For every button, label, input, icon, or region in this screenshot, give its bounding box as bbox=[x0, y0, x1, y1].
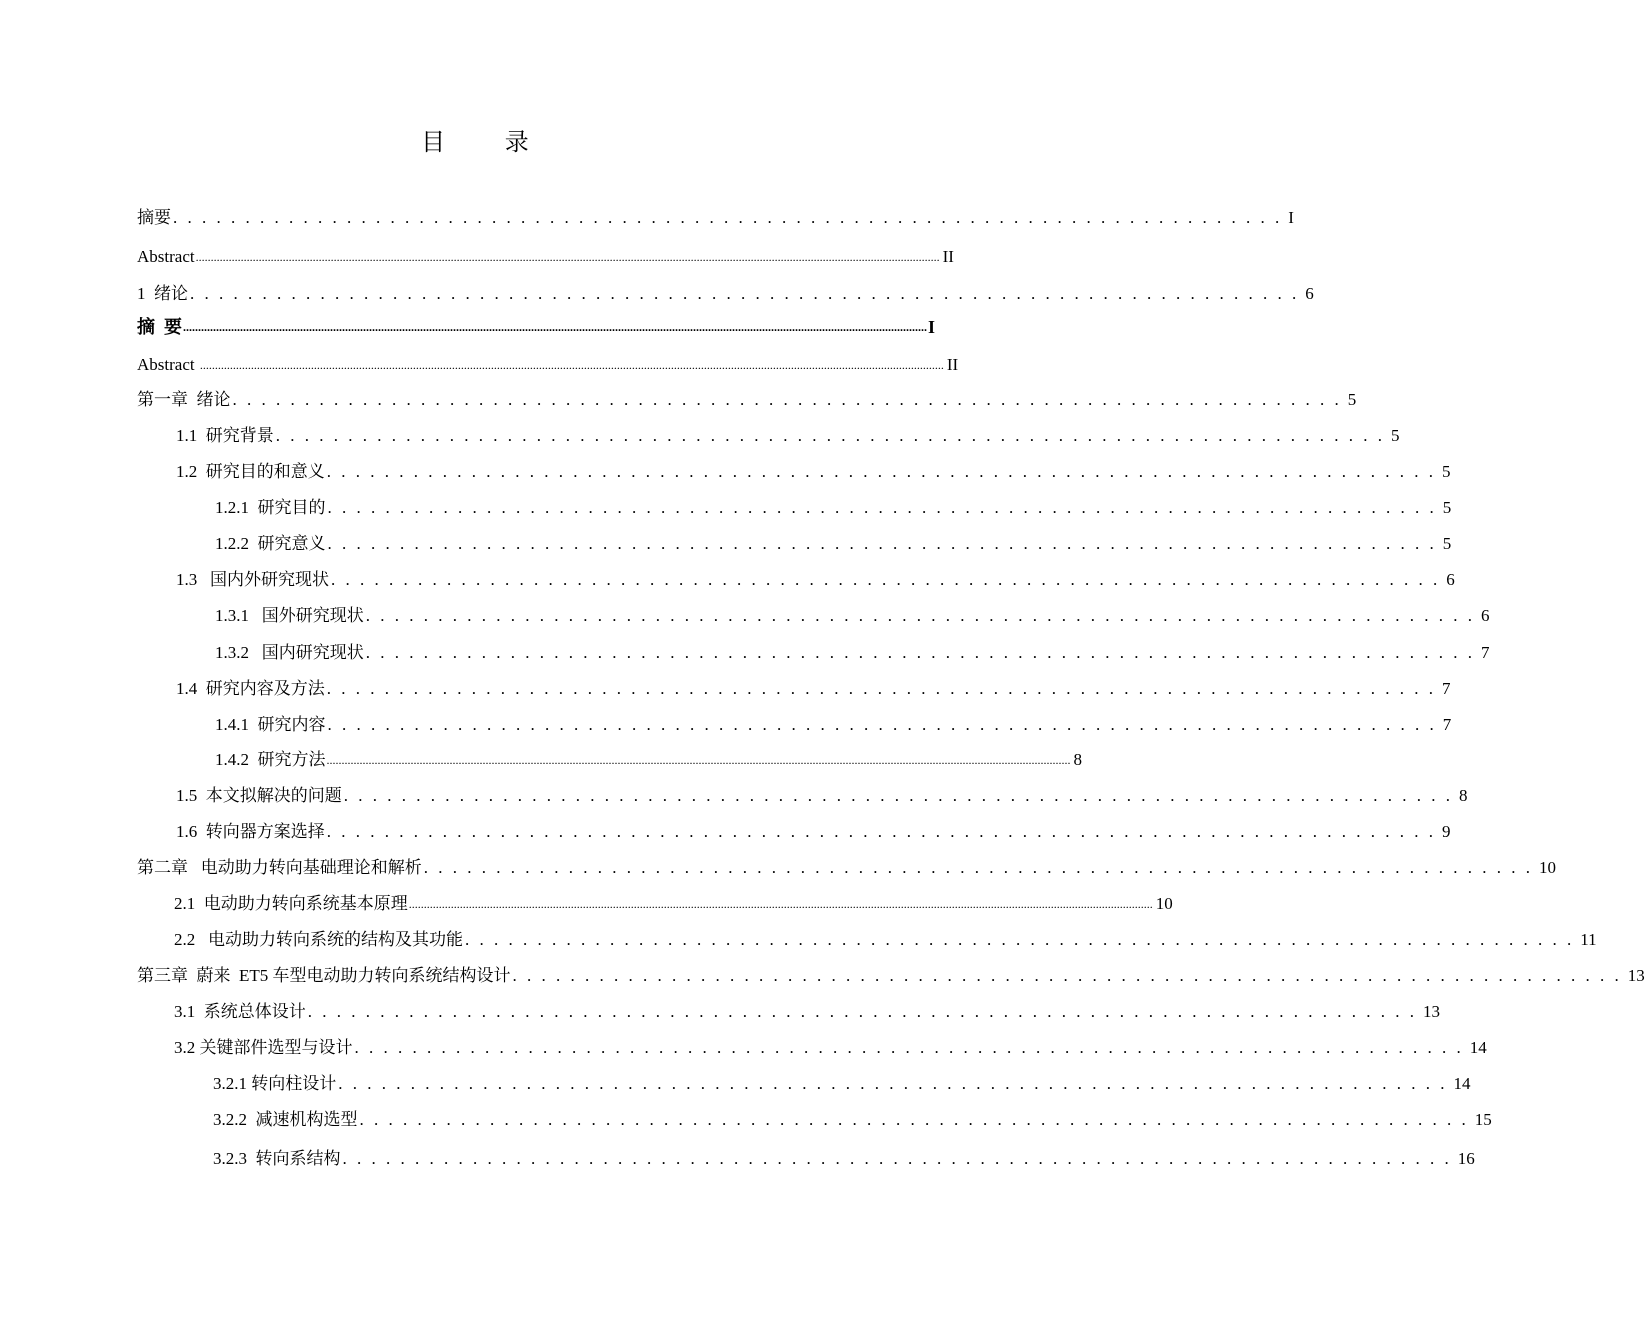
toc-entry[interactable] bbox=[137, 926, 1597, 950]
toc-entry-page: 14 bbox=[1453, 1074, 1471, 1093]
toc-entry[interactable] bbox=[137, 204, 1294, 228]
toc-entry-text: 摘 要 bbox=[137, 317, 182, 337]
toc-entry[interactable] bbox=[137, 1070, 1471, 1094]
toc-entry-text: 3.1 系统总体设计 bbox=[174, 1002, 306, 1021]
toc-entry[interactable] bbox=[137, 890, 1173, 914]
toc-entry-text: 1.1 研究背景 bbox=[176, 426, 274, 445]
toc-entry-page: 11 bbox=[1580, 930, 1597, 949]
toc-entry-page: II bbox=[946, 355, 959, 374]
toc-entry-page: 5 bbox=[1442, 498, 1452, 517]
leader-dots: ........................................................................................................................................................................................................................................................ bbox=[195, 250, 940, 264]
toc-entry-page: 14 bbox=[1469, 1038, 1487, 1057]
toc-entry-page: 7 bbox=[1481, 643, 1490, 662]
toc-entry-page: 7 bbox=[1442, 679, 1451, 698]
toc-entry[interactable] bbox=[137, 1106, 1492, 1130]
toc-entry-text: 3.2 关键部件选型与设计 bbox=[174, 1038, 353, 1057]
toc-entry-page: 13 bbox=[1627, 966, 1645, 985]
leader-dots: . . . . . . . . . . . . . . . . . . . . . . . . . . . . . . . . . . . . . . . . . . . . . . . . . . . . . . . . . . . . . . . . . . . . . . . . . . . . . bbox=[354, 1038, 1464, 1057]
leader-dots: . . . . . . . . . . . . . . . . . . . . . . . . . . . . . . . . . . . . . . . . . . . . . . . . . . . . . . . . . . . . . . . . . . . . . . . . . . . . . bbox=[338, 1074, 1448, 1093]
leader-dots: . . . . . . . . . . . . . . . . . . . . . . . . . . . . . . . . . . . . . . . . . . . . . . . . . . . . . . . . . . . . . . . . . . . . . . . . . . . . . bbox=[326, 462, 1436, 481]
toc-entry[interactable] bbox=[137, 962, 1645, 986]
toc-entry-page: 5 bbox=[1442, 462, 1451, 481]
toc-entry-page: 8 bbox=[1459, 786, 1468, 805]
toc-entry-text: 1.5 本文拟解决的问题 bbox=[176, 786, 342, 805]
toc-entry-text: 3.2.3 转向系结构 bbox=[213, 1149, 341, 1168]
toc-entry-text: 1.4.1 研究内容 bbox=[215, 715, 326, 734]
toc-entry[interactable] bbox=[137, 818, 1451, 842]
toc-entry-text: 第二章 电动助力转向基础理论和解析 bbox=[137, 858, 422, 877]
toc-entry-text: Abstract bbox=[137, 247, 195, 266]
toc-entry[interactable] bbox=[137, 313, 936, 337]
toc-entry[interactable] bbox=[137, 1034, 1487, 1058]
toc-entry-page: I bbox=[928, 317, 936, 337]
toc-entry-text: 1.3.2 国内研究现状 bbox=[215, 643, 364, 662]
leader-dots: . . . . . . . . . . . . . . . . . . . . . . . . . . . . . . . . . . . . . . . . . . . . . . . . . . . . . . . . . . . . . . . . . . . . . . . . . . . . . bbox=[343, 786, 1453, 805]
toc-entry-text: 第一章 绪论 bbox=[137, 390, 231, 409]
toc-entry[interactable] bbox=[137, 422, 1400, 446]
toc-title: 目 录 bbox=[421, 128, 555, 156]
leader-dots: . . . . . . . . . . . . . . . . . . . . . . . . . . . . . . . . . . . . . . . . . . . . . . . . . . . . . . . . . . . . . . . . . . . . . . . . . . . . . bbox=[275, 426, 1385, 445]
toc-entry-page: 5 bbox=[1442, 534, 1452, 553]
toc-entry-text: Abstract bbox=[137, 355, 199, 374]
toc-entry[interactable] bbox=[137, 494, 1452, 518]
toc-entry[interactable] bbox=[137, 782, 1468, 806]
toc-entry[interactable] bbox=[137, 854, 1556, 878]
toc-entry-page: II bbox=[942, 247, 954, 266]
toc-entry[interactable] bbox=[137, 458, 1451, 482]
toc-entry-text: 3.2.1 转向柱设计 bbox=[213, 1074, 337, 1093]
toc-entry-text: 1.2 研究目的和意义 bbox=[176, 462, 325, 481]
toc-entry[interactable] bbox=[137, 530, 1452, 554]
leader-dots: . . . . . . . . . . . . . . . . . . . . . . . . . . . . . . . . . . . . . . . . . . . . . . . . . . . . . . . . . . . . . . . . . . . . . . . . . . . . . bbox=[326, 679, 1436, 698]
toc-entry[interactable] bbox=[137, 1145, 1475, 1169]
toc-entry-page: 6 bbox=[1446, 570, 1455, 589]
toc-entry-text: 2.1 电动助力转向系统基本原理 bbox=[174, 894, 408, 913]
toc-entry-text: 1.6 转向器方案选择 bbox=[176, 822, 325, 841]
toc-entry-page: 16 bbox=[1457, 1149, 1475, 1168]
leader-dots: . . . . . . . . . . . . . . . . . . . . . . . . . . . . . . . . . . . . . . . . . . . . . . . . . . . . . . . . . . . . . . . . . . . . . . . . . . . . . bbox=[327, 498, 1437, 517]
leader-dots: . . . . . . . . . . . . . . . . . . . . . . . . . . . . . . . . . . . . . . . . . . . . . . . . . . . . . . . . . . . . . . . . . . . . . . . . . . . . . bbox=[331, 570, 1441, 589]
leader-dots: ........................................................................................................................................................................................................................................................ bbox=[408, 897, 1153, 911]
toc-entry[interactable] bbox=[137, 602, 1490, 626]
toc-entry[interactable] bbox=[137, 746, 1082, 770]
toc-entry-page: 7 bbox=[1442, 715, 1452, 734]
leader-dots: . . . . . . . . . . . . . . . . . . . . . . . . . . . . . . . . . . . . . . . . . . . . . . . . . . . . . . . . . . . . . . . . . . . . . . . . . . . . . bbox=[512, 966, 1622, 985]
leader-dots: . . . . . . . . . . . . . . . . . . . . . . . . . . . . . . . . . . . . . . . . . . . . . . . . . . . . . . . . . . . . . . . . . . . . . . . . . . . . . bbox=[342, 1149, 1452, 1168]
leader-dots: . . . . . . . . . . . . . . . . . . . . . . . . . . . . . . . . . . . . . . . . . . . . . . . . . . . . . . . . . . . . . . . . . . . . . . . . . . . . . bbox=[190, 284, 1300, 303]
toc-entry-text: 2.2 电动助力转向系统的结构及其功能 bbox=[174, 930, 463, 949]
leader-dots: . . . . . . . . . . . . . . . . . . . . . . . . . . . . . . . . . . . . . . . . . . . . . . . . . . . . . . . . . . . . . . . . . . . . . . . . . . . . . bbox=[307, 1002, 1417, 1021]
toc-entry-text: 1.4 研究内容及方法 bbox=[176, 679, 325, 698]
toc-entry[interactable] bbox=[137, 280, 1314, 304]
toc-entry[interactable] bbox=[137, 998, 1440, 1022]
toc-entry-page: 15 bbox=[1474, 1110, 1492, 1129]
toc-entry-page: 10 bbox=[1539, 858, 1556, 877]
toc-entry-text: 3.2.2 减速机构选型 bbox=[213, 1110, 358, 1129]
leader-dots: . . . . . . . . . . . . . . . . . . . . . . . . . . . . . . . . . . . . . . . . . . . . . . . . . . . . . . . . . . . . . . . . . . . . . . . . . . . . . bbox=[327, 534, 1437, 553]
leader-dots: . . . . . . . . . . . . . . . . . . . . . . . . . . . . . . . . . . . . . . . . . . . . . . . . . . . . . . . . . . . . . . . . . . . . . . . . . . . . . bbox=[232, 390, 1342, 409]
toc-entry-page: 10 bbox=[1155, 894, 1173, 913]
toc-entry[interactable] bbox=[137, 243, 954, 267]
toc-entry-page: 5 bbox=[1347, 390, 1357, 409]
toc-entry-page: 13 bbox=[1423, 1002, 1440, 1021]
leader-dots: . . . . . . . . . . . . . . . . . . . . . . . . . . . . . . . . . . . . . . . . . . . . . . . . . . . . . . . . . . . . . . . . . . . . . . . . . . . . . bbox=[173, 208, 1283, 227]
toc-entry-page: 9 bbox=[1442, 822, 1451, 841]
leader-dots: . . . . . . . . . . . . . . . . . . . . . . . . . . . . . . . . . . . . . . . . . . . . . . . . . . . . . . . . . . . . . . . . . . . . . . . . . . . . . bbox=[326, 822, 1436, 841]
leader-dots: ........................................................................................................................................................................................................................................................ bbox=[199, 358, 944, 372]
leader-dots: . . . . . . . . . . . . . . . . . . . . . . . . . . . . . . . . . . . . . . . . . . . . . . . . . . . . . . . . . . . . . . . . . . . . . . . . . . . . . bbox=[465, 930, 1575, 949]
toc-entry-text: 第三章 蔚来 ET5 车型电动助力转向系统结构设计 bbox=[137, 966, 511, 985]
toc-entry[interactable] bbox=[137, 566, 1455, 590]
toc-entry[interactable] bbox=[137, 351, 959, 375]
toc-entry-text: 摘要 bbox=[137, 208, 171, 227]
leader-dots: ........................................................................................................................................................................................................................................................ bbox=[326, 753, 1071, 767]
toc-entry-text: 1.2.2 研究意义 bbox=[215, 534, 326, 553]
leader-dots: . . . . . . . . . . . . . . . . . . . . . . . . . . . . . . . . . . . . . . . . . . . . . . . . . . . . . . . . . . . . . . . . . . . . . . . . . . . . . bbox=[365, 606, 1475, 625]
toc-entry[interactable] bbox=[137, 675, 1451, 699]
leader-dots: . . . . . . . . . . . . . . . . . . . . . . . . . . . . . . . . . . . . . . . . . . . . . . . . . . . . . . . . . . . . . . . . . . . . . . . . . . . . . bbox=[359, 1110, 1469, 1129]
toc-entry-text: 1 绪论 bbox=[137, 284, 188, 303]
toc-entry[interactable] bbox=[137, 386, 1357, 410]
leader-dots: . . . . . . . . . . . . . . . . . . . . . . . . . . . . . . . . . . . . . . . . . . . . . . . . . . . . . . . . . . . . . . . . . . . . . . . . . . . . . bbox=[365, 643, 1475, 662]
toc-entry-page: 8 bbox=[1073, 750, 1082, 769]
leader-dots: . . . . . . . . . . . . . . . . . . . . . . . . . . . . . . . . . . . . . . . . . . . . . . . . . . . . . . . . . . . . . . . . . . . . . . . . . . . . . bbox=[327, 715, 1437, 734]
toc-entry[interactable] bbox=[137, 711, 1452, 735]
toc-entry-text: 1.3.1 国外研究现状 bbox=[215, 606, 364, 625]
toc-entry-text: 1.4.2 研究方法 bbox=[215, 750, 326, 769]
toc-entry-page: I bbox=[1288, 208, 1294, 227]
leader-dots: . . . . . . . . . . . . . . . . . . . . . . . . . . . . . . . . . . . . . . . . . . . . . . . . . . . . . . . . . . . . . . . . . . . . . . . . . . . . . bbox=[423, 858, 1533, 877]
toc-entry-page: 5 bbox=[1391, 426, 1400, 445]
toc-entry-page: 6 bbox=[1481, 606, 1490, 625]
leader-dots: ........................................................................................................................................................................................................................................................ bbox=[183, 320, 927, 334]
toc-entry-text: 1.2.1 研究目的 bbox=[215, 498, 326, 517]
toc-entry-page: 6 bbox=[1305, 284, 1314, 303]
toc-entry-text: 1.3 国内外研究现状 bbox=[176, 570, 329, 589]
toc-entry[interactable] bbox=[137, 639, 1490, 663]
